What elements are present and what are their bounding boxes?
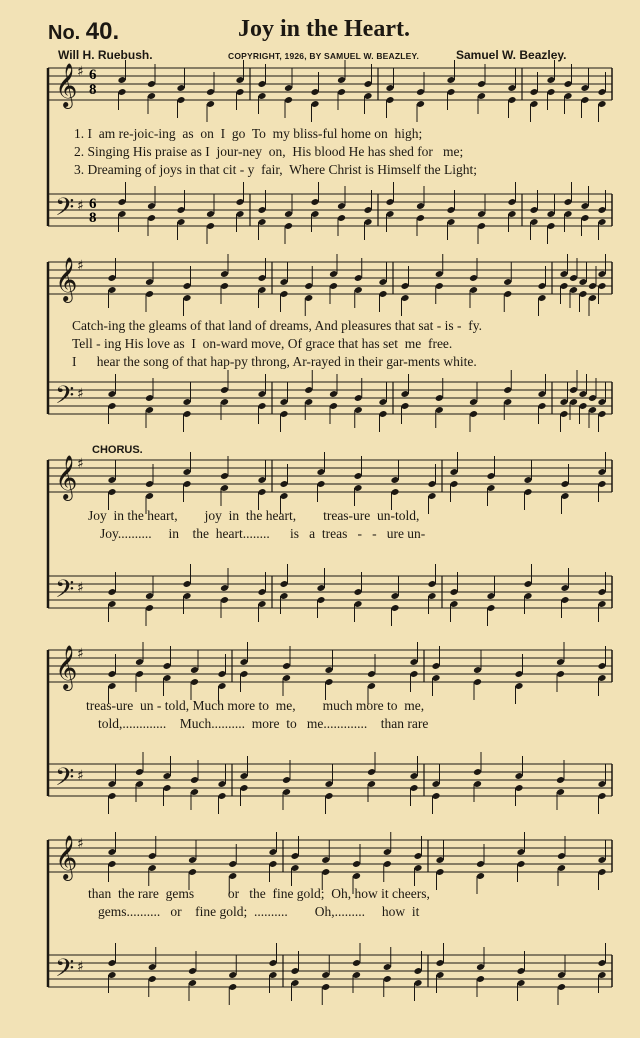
composer-credit: Samuel W. Beazley. bbox=[456, 48, 567, 62]
treble-clef-icon: 𝄞 bbox=[55, 455, 78, 499]
hymn-title: Joy in the Heart. bbox=[238, 16, 410, 42]
key-sharp-icon: ♯ bbox=[77, 456, 84, 472]
verse-3-line-2: I hear the song of that hap-py throng, Ar-rayed in their gar-ments white. bbox=[72, 354, 477, 369]
verse-1-line-2: Catch-ing the gleams of that land of dreams, And pleasures that sat - is - fy. bbox=[72, 318, 483, 333]
key-sharp-icon: ♯ bbox=[77, 959, 84, 975]
chorus-lyric-3-lower: Joy.......... in the heart........ is a treas - - ure un- bbox=[100, 526, 426, 541]
bass-clef-icon: 𝄢 bbox=[55, 381, 75, 416]
lyricist-credit: Will H. Ruebush. bbox=[58, 48, 153, 62]
treble-clef-icon: 𝄞 bbox=[55, 835, 78, 879]
key-sharp-icon: ♯ bbox=[77, 768, 84, 784]
verse-1-line-1: 1. I am re-joic-ing as on I go To my bliss-ful home on high; bbox=[74, 126, 423, 141]
chorus-label: CHORUS. bbox=[92, 444, 143, 456]
treble-time-top: 6 bbox=[89, 67, 97, 83]
chorus-lyric-5-lower: gems.......... or fine gold; .......... Oh,......... how it bbox=[98, 904, 420, 919]
key-sharp-icon: ♯ bbox=[77, 258, 84, 274]
verse-2-line-2: Tell - ing His love as I on-ward move, Of grace that has set me free. bbox=[72, 336, 453, 351]
bass-clef-icon: 𝄢 bbox=[55, 763, 75, 798]
key-sharp-icon: ♯ bbox=[77, 580, 84, 596]
key-sharp-icon: ♯ bbox=[77, 198, 84, 214]
chorus-lyric-3-upper: Joy in the heart, joy in the heart, treas-ure un-told, bbox=[88, 508, 420, 523]
bass-clef-icon: 𝄢 bbox=[55, 575, 75, 610]
key-sharp-icon: ♯ bbox=[77, 836, 84, 852]
bass-time-bottom: 8 bbox=[89, 210, 97, 226]
key-sharp-icon: ♯ bbox=[77, 64, 84, 80]
copyright-notice: COPYRIGHT, 1926, BY SAMUEL W. BEAZLEY. bbox=[228, 51, 420, 61]
number-label: No. bbox=[48, 22, 81, 44]
treble-time-bottom: 8 bbox=[89, 82, 97, 98]
bass-time-top: 6 bbox=[89, 196, 97, 212]
bass-clef-icon: 𝄢 bbox=[55, 954, 75, 989]
treble-clef-icon: 𝄞 bbox=[55, 63, 78, 107]
verse-2-line-1: 2. Singing His praise as I jour-ney on, His blood He has shed for me; bbox=[74, 144, 464, 159]
treble-clef-icon: 𝄞 bbox=[55, 257, 78, 301]
key-sharp-icon: ♯ bbox=[77, 646, 84, 662]
number-value: 40. bbox=[85, 18, 120, 45]
treble-clef-icon: 𝄞 bbox=[55, 645, 78, 689]
bass-clef-icon: 𝄢 bbox=[55, 193, 75, 228]
verse-3-line-1: 3. Dreaming of joys in that cit - y fair, Where Christ is Himself the Light; bbox=[74, 162, 478, 177]
key-sharp-icon: ♯ bbox=[77, 386, 84, 402]
chorus-lyric-5-upper: than the rare gems or the fine gold; Oh, how it cheers, bbox=[88, 886, 430, 901]
chorus-lyric-4-lower: told,............. Much.......... more to me............. than rare bbox=[98, 716, 429, 731]
chorus-lyric-4-upper: treas-ure un - told, Much more to me, much more to me, bbox=[86, 698, 425, 713]
